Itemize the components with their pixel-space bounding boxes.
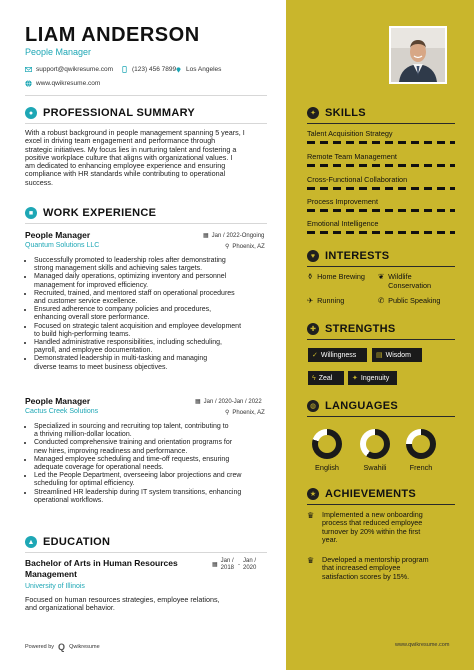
- languages-title: LANGUAGES: [325, 400, 398, 412]
- language-name: English: [315, 463, 339, 472]
- running-icon: ✈: [307, 296, 314, 305]
- globe-icon: ◍: [307, 400, 319, 412]
- list-item: • Specialized in sourcing and recruiting top talent, contributing to a thriving million-dollar location.: [34, 423, 290, 439]
- list-item: • Handled administrative responsibilities, including scheduling, payroll, and employee documentation.: [34, 339, 290, 355]
- interest-item: ❦ Wildlife Conservation: [378, 272, 432, 290]
- contact-website[interactable]: [25, 80, 100, 87]
- job-dates: ▦ Jan / 2022-Ongoing: [203, 232, 265, 239]
- skill-item: Cross-Functional Collaboration: [307, 175, 408, 184]
- language-level-ring: [360, 429, 390, 459]
- list-item: • Led the People Department, overseeing labor projections and crew scheduling for optimal efficiency.: [34, 472, 290, 488]
- beer-icon: ⚱: [307, 272, 314, 281]
- strength-tag: ▤ Wisdom: [372, 348, 422, 362]
- skill-bar: [307, 231, 455, 234]
- location-text: Los Angeles: [186, 66, 222, 73]
- calendar-icon: ▦: [195, 399, 201, 405]
- company-name: Cactus Creek Solutions: [25, 408, 99, 415]
- contact-phone[interactable]: [121, 66, 176, 73]
- job-location: ⚲ Phoenix, AZ: [225, 243, 265, 250]
- trophy-icon: ♛: [307, 511, 315, 520]
- job-location: ⚲ Phoenix, AZ: [225, 409, 265, 416]
- profile-photo: [389, 26, 447, 84]
- education-start: ▦ Jan / 2018: [212, 558, 235, 571]
- list-item: • Demonstrated leadership in multi-tasking and managing diverse teams to meet business objectives.: [34, 355, 290, 371]
- footer-powered: Powered by Q Qwikresume: [25, 642, 100, 652]
- calendar-icon: ▦: [212, 561, 218, 568]
- paw-icon: ❦: [378, 272, 385, 281]
- qwikresume-logo-icon: Q: [58, 642, 66, 652]
- strengths-divider: [307, 339, 455, 340]
- achievements-title: ACHIEVEMENTS: [325, 488, 416, 500]
- language-level-ring: [406, 429, 436, 459]
- skills-title: SKILLS: [325, 107, 366, 119]
- strengths-title: STRENGTHS: [325, 323, 396, 335]
- list-item: • Recruited, trained, and mentored staff on operational procedures and customer service excellence.: [34, 290, 290, 306]
- skill-item: Remote Team Management: [307, 152, 397, 161]
- bolt-icon: ϟ: [312, 374, 316, 382]
- skill-bar: [307, 209, 455, 212]
- graduation-cap-icon: ▲: [25, 536, 37, 548]
- trophy-icon: ★: [307, 488, 319, 500]
- job-title: People Manager: [25, 230, 91, 240]
- heart-icon: ♥: [307, 250, 319, 262]
- interest-item: ⚱ Home Brewing: [307, 272, 365, 281]
- thumbs-up-icon: ✓: [312, 352, 318, 359]
- email-text: support@qwikresume.com: [36, 66, 114, 73]
- skills-heading: [307, 107, 366, 119]
- experience-heading: [25, 207, 156, 219]
- strengths-heading: [307, 323, 396, 335]
- interest-item: ✈ Running: [307, 296, 345, 305]
- book-icon: ▤: [376, 352, 383, 359]
- briefcase-icon: ■: [25, 207, 37, 219]
- skill-bar: [307, 187, 455, 190]
- experience-divider: [25, 223, 267, 224]
- list-item: • Conducted comprehensive training and orientation programs for new hires, improving readiness and performance.: [34, 439, 290, 455]
- user-icon: ●: [25, 107, 37, 119]
- list-item: • Ensured adherence to company policies and procedures, enhancing overall store performance.: [34, 306, 290, 322]
- skill-item: Talent Acquisition Strategy: [307, 129, 393, 138]
- candidate-role: People Manager: [25, 47, 92, 57]
- candidate-name: LIAM ANDERSON: [25, 24, 200, 46]
- education-description: Focused on human resources strategies, employee relations, and organizational behavior.: [25, 595, 220, 613]
- education-divider: [25, 552, 267, 553]
- interests-heading: [307, 250, 389, 262]
- achievements-heading: [307, 488, 416, 500]
- calendar-icon: ▦: [203, 233, 209, 239]
- phone-text: (123) 456 7899: [132, 66, 177, 73]
- interests-title: INTERESTS: [325, 250, 390, 262]
- experience-title: WORK EXPERIENCE: [43, 207, 157, 219]
- job-title: People Manager: [25, 396, 91, 406]
- contact-location: [175, 66, 221, 73]
- education-heading: [25, 536, 110, 548]
- phone-icon: [121, 66, 128, 73]
- language-level-ring: [312, 429, 342, 459]
- job-bullets: [25, 257, 290, 372]
- achievement-item: Developed a mentorship program that increased employee satisfaction scores by 15%.: [322, 555, 429, 581]
- interests-divider: [307, 266, 455, 267]
- achievements-divider: [307, 504, 455, 505]
- skill-bar: [307, 141, 455, 144]
- location-pin-icon: [175, 66, 182, 73]
- trophy-icon: ♛: [307, 556, 315, 565]
- strength-tag: ✦ Ingenuity: [348, 371, 397, 385]
- strength-tag: ✓ Willingness: [308, 348, 367, 362]
- lightbulb-icon: ✦: [307, 107, 319, 119]
- language-name: French: [409, 463, 433, 472]
- summary-heading: [25, 107, 195, 119]
- list-item: • Successfully promoted to leadership roles after demonstrating strong management skills and achieving sales targets.: [34, 257, 290, 273]
- list-item: • Streamlined HR leadership during IT system transitions, enhancing operational workflows.: [34, 489, 290, 505]
- website-text: www.qwikresume.com: [36, 80, 101, 87]
- company-name: Quantum Solutions LLC: [25, 242, 100, 249]
- footer-site[interactable]: www.qwikresume.com: [395, 642, 450, 648]
- header-divider: [25, 95, 267, 96]
- summary-title: PROFESSIONAL SUMMARY: [43, 107, 196, 119]
- pin-icon: ⚲: [225, 244, 230, 250]
- education-end: - Jan / 2020: [238, 558, 257, 571]
- interest-item: ✆ Public Speaking: [378, 296, 441, 305]
- skill-bar: [307, 164, 455, 167]
- list-item: • Managed employee scheduling and time-off requests, ensuring adequate coverage for operational needs.: [34, 456, 290, 472]
- summary-divider: [25, 123, 267, 124]
- microphone-icon: ✆: [378, 296, 385, 305]
- languages-divider: [307, 416, 455, 417]
- list-item: • Focused on strategic talent acquisition and employee development to build high-performing teams.: [34, 323, 290, 339]
- lightbulb-icon: ✦: [352, 375, 358, 382]
- globe-icon: [25, 80, 32, 87]
- list-item: • Managed daily operations, optimizing inventory and personnel management for improved efficiency.: [34, 273, 290, 289]
- skill-item: Emotional Intelligence: [307, 219, 379, 228]
- degree: Bachelor of Arts in Human Resources Management: [25, 558, 178, 579]
- mail-icon: [25, 66, 32, 73]
- summary-text: With a robust background in people management spanning 5 years, I excel in driving team engagement and performance through strategic initiatives. My focus lies in nurturing talent and fostering a positive workplace culture that aligns with organizational values. I am dedicated to enhancing employee experience and ensuring compliance with HR standards while contributing to operational success.: [25, 128, 245, 187]
- language-name: Swahili: [363, 463, 387, 472]
- pin-icon: ⚲: [225, 410, 230, 416]
- job-bullets: [25, 423, 290, 505]
- skill-item: Process Improvement: [307, 197, 378, 206]
- strength-icon: ✚: [307, 323, 319, 335]
- skills-divider: [307, 123, 455, 124]
- education-title: EDUCATION: [43, 536, 111, 548]
- contact-email[interactable]: [25, 66, 113, 73]
- strength-tag: ϟ Zeal: [308, 371, 344, 385]
- achievement-item: Implemented a new onboarding process that reduced employee turnover by 20% within the first year.: [322, 510, 423, 544]
- languages-heading: [307, 400, 398, 412]
- job-dates: ▦ Jan / 2020-Jan / 2022: [195, 398, 262, 405]
- school-name: University of Illinois: [25, 583, 85, 590]
